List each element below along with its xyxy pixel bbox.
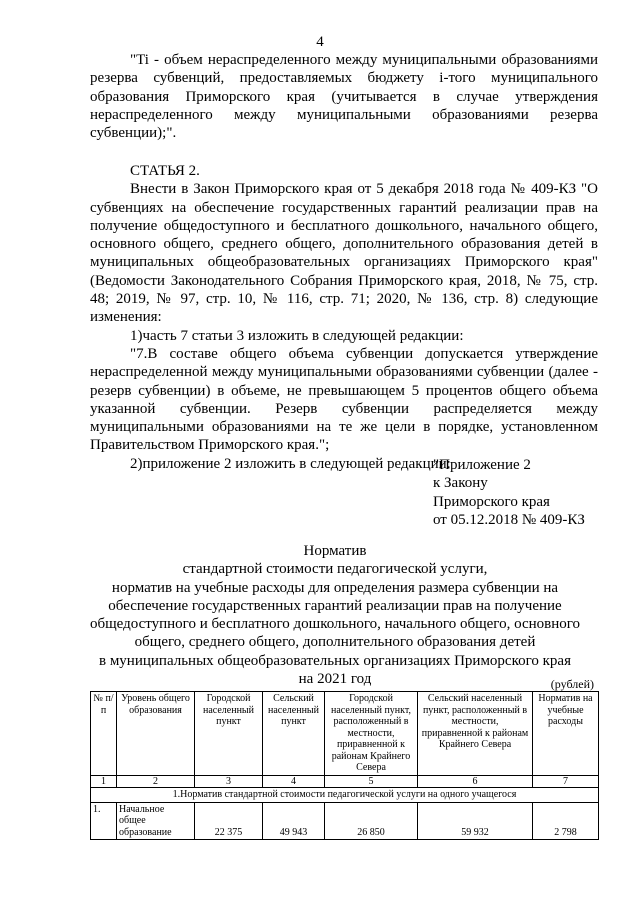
amendment-intro: Внести в Закон Приморского края от 5 декабря 2018 года № 409-КЗ "О субвенциях на обеспечение государственных гарантий реализации прав на получение общедоступного и бесплатного дошкольного, начального общего, основного общего, среднего общего, дополнительного образования детей в муниципальных общеобразовательных организациях Приморского края" (Ведомости Законодательного Собрания Приморского края, 2018, № 75, стр. 48; 2019, № 97, стр. 10, № 116, стр. 71; 2020, № 136, стр. 8) следующие изменения: — [90, 181, 598, 326]
article-heading: СТАТЬЯ 2. — [130, 163, 200, 179]
rural-north-value: 59 932 — [418, 802, 533, 840]
ti-definition-text: "Ti - объем нераспределенного между муниципальными образованиями резерва субвенций, предоставляемых бюджету i-того муниципального образования Приморского края (учитывается в случае утверждения нераспределенного между муниципальными образованиями резерва субвенции);". — [90, 52, 598, 142]
index-cell: 1 — [91, 775, 117, 788]
index-cell: 6 — [418, 775, 533, 788]
part-7-quote: "7.В составе общего объема субвенции допускается утверждение нераспределенной между муниципальными образованиями субвенции (далее - резерв субвенции) в объеме, не превышающем 5 процентов общего объема указанной субвенции. Резерв субвенции распределяется между муниципальными образованиями на те же цели в порядке, установленном Правительством Приморского края."; — [90, 345, 598, 454]
item-2: 2)приложение 2 изложить в следующей редакции: — [130, 455, 451, 472]
item-1: 1)часть 7 статьи 3 изложить в следующей редакции: — [130, 327, 464, 344]
normative-title — [40, 542, 630, 688]
title-line-5: общедоступного и бесплатного дошкольного, начального общего, основного — [89, 616, 581, 633]
section-row — [91, 788, 599, 803]
index-cell: 7 — [533, 775, 599, 788]
table-row — [91, 802, 599, 840]
rural-value: 49 943 — [263, 802, 325, 840]
title-line-2: стандартной стоимости педагогической услуги, — [182, 561, 488, 578]
header-cell: Норматив на учебные расходы — [533, 692, 599, 776]
row-number: 1. — [91, 802, 117, 840]
title-line-1: Норматив — [303, 543, 367, 559]
title-line-7: в муниципальных общеобразовательных организациях Приморского края — [98, 652, 571, 669]
header-cell: Городской населенный пункт, расположенный в местности, приравненной к районам Крайнего Севера — [325, 692, 418, 776]
urban-value: 22 375 — [195, 802, 263, 840]
appendix-line-4: от 05.12.2018 № 409-КЗ — [433, 511, 585, 528]
index-cell: 4 — [263, 775, 325, 788]
education-level: Начальное общее образование — [117, 802, 195, 840]
normative-table — [90, 691, 599, 840]
header-cell: Сельский населенный пункт, расположенный в местности, приравненной к районам Крайнего Севера — [418, 692, 533, 776]
article-2-block — [90, 162, 598, 473]
page-number: 4 — [316, 34, 324, 50]
title-line-8: на 2021 год — [298, 671, 372, 688]
section-heading: 1.Норматив стандартной стоимости педагогической услуги на одного учащегося — [91, 788, 599, 803]
column-index-row — [91, 775, 599, 788]
table-header-row — [91, 692, 599, 776]
title-line-3: норматив на учебные расходы для определения размера субвенции на — [111, 579, 559, 596]
title-line-4: обеспечение государственных гарантий реализации прав на получение — [108, 597, 562, 614]
index-cell: 3 — [195, 775, 263, 788]
header-cell: Уровень общего образования — [117, 692, 195, 776]
appendix-reference — [433, 456, 585, 529]
title-line-6: общего, среднего общего, дополнительного образования детей — [134, 634, 536, 651]
header-cell: Сельский населенный пункт — [263, 692, 325, 776]
urban-north-value: 26 850 — [325, 802, 418, 840]
index-cell: 5 — [325, 775, 418, 788]
paragraph-ti-definition — [90, 51, 598, 142]
appendix-line-2: к Закону — [433, 475, 488, 492]
header-cell: Городской населенный пункт — [195, 692, 263, 776]
units-label: (рублей) — [550, 677, 594, 691]
index-cell: 2 — [117, 775, 195, 788]
header-cell: № п/п — [91, 692, 117, 776]
appendix-line-1: "Приложение 2 — [433, 457, 531, 473]
educational-expenses-value: 2 798 — [533, 802, 599, 840]
appendix-line-3: Приморского края — [433, 493, 550, 510]
